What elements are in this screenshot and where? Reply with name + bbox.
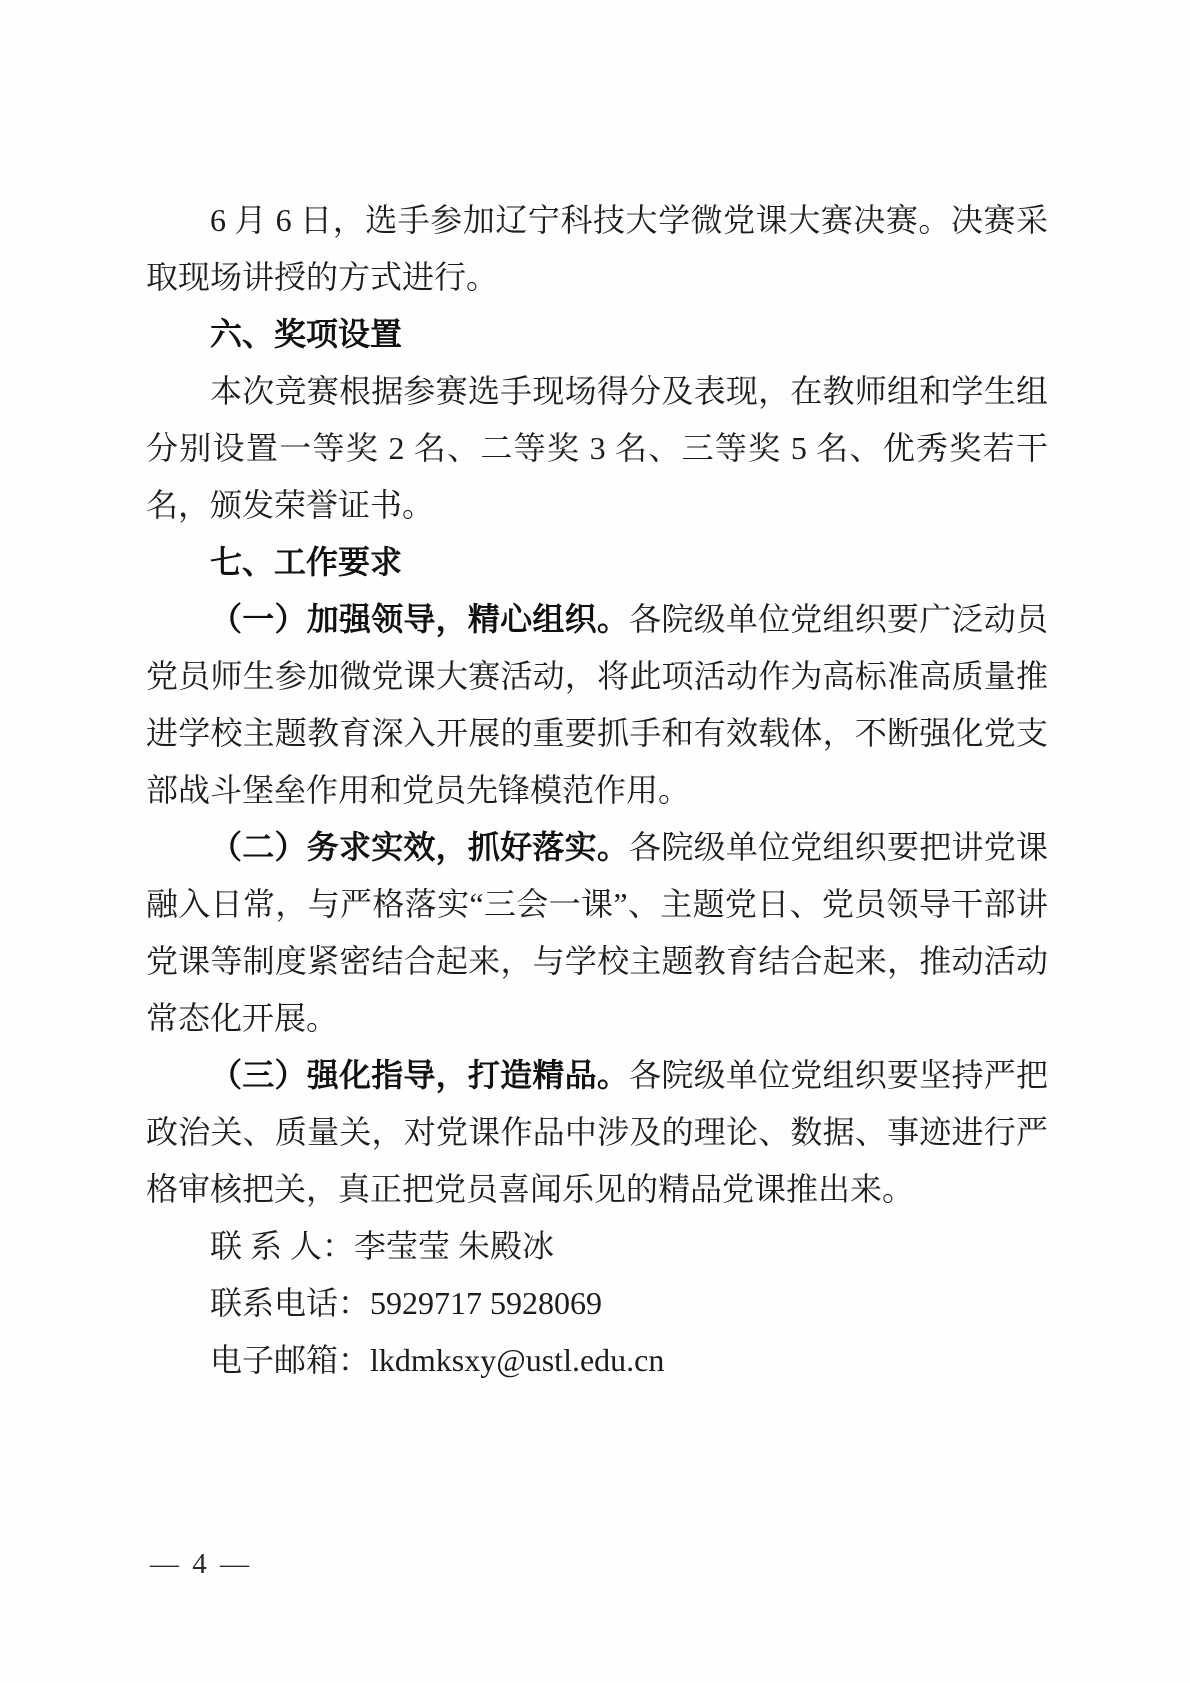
requirement-2-lead: （二）务求实效，抓好落实。	[210, 829, 630, 865]
paragraph-final-round: 6 月 6 日，选手参加辽宁科技大学微党课大赛决赛。决赛采取现场讲授的方式进行。	[146, 202, 1048, 295]
requirement-1-text: 各院级单位党组织要广泛动员党员师生参加微党课大赛活动，将此项活动作为高标准高质量推进学校主题教育深入开展的重要抓手和有效载体，不断强化党支部战斗堡垒作用和党员先锋模范作用。	[146, 601, 1048, 808]
paragraph-requirement-3	[146, 1047, 1048, 1218]
section-heading-work-requirements: 七、工作要求	[210, 544, 403, 580]
contact-person-line	[146, 1218, 1048, 1275]
contact-phone-line	[146, 1275, 1048, 1332]
requirement-3-lead: （三）强化指导，打造精品。	[210, 1057, 630, 1093]
paragraph-requirement-1	[146, 591, 1048, 819]
page-number: — 4 —	[150, 1548, 252, 1580]
paragraph-awards: 本次竞赛根据参赛选手现场得分及表现，在教师组和学生组分别设置一等奖 2 名、二等奖 3 名、三等奖 5 名、优秀奖若干名，颁发荣誉证书。	[146, 373, 1048, 523]
contact-phone-label: 联系电话：	[210, 1285, 371, 1321]
contact-email-value: lkdmksxy@ustl.edu.cn	[370, 1342, 665, 1378]
paragraph-requirement-2	[146, 819, 1048, 1047]
requirement-1-lead: （一）加强领导，精心组织。	[210, 601, 630, 637]
section-heading-awards: 六、奖项设置	[210, 316, 403, 352]
contact-person-value: 李莹莹 朱殿冰	[354, 1228, 555, 1264]
requirement-2-text: 各院级单位党组织要把讲党课融入日常，与严格落实“三会一课”、主题党日、党员领导干部讲党课等制度紧密结合起来，与学校主题教育结合起来，推动活动常态化开展。	[146, 829, 1048, 1036]
contact-person-label: 联 系 人：	[210, 1228, 355, 1264]
contact-email-line	[146, 1332, 1048, 1389]
document-body	[146, 192, 1048, 1389]
contact-email-label: 电子邮箱：	[210, 1342, 371, 1378]
contact-phone-value: 5929717 5928069	[370, 1285, 603, 1321]
requirement-3-text: 各院级单位党组织要坚持严把政治关、质量关，对党课作品中涉及的理论、数据、事迹进行严格审核把关，真正把党员喜闻乐见的精品党课推出来。	[146, 1057, 1048, 1207]
